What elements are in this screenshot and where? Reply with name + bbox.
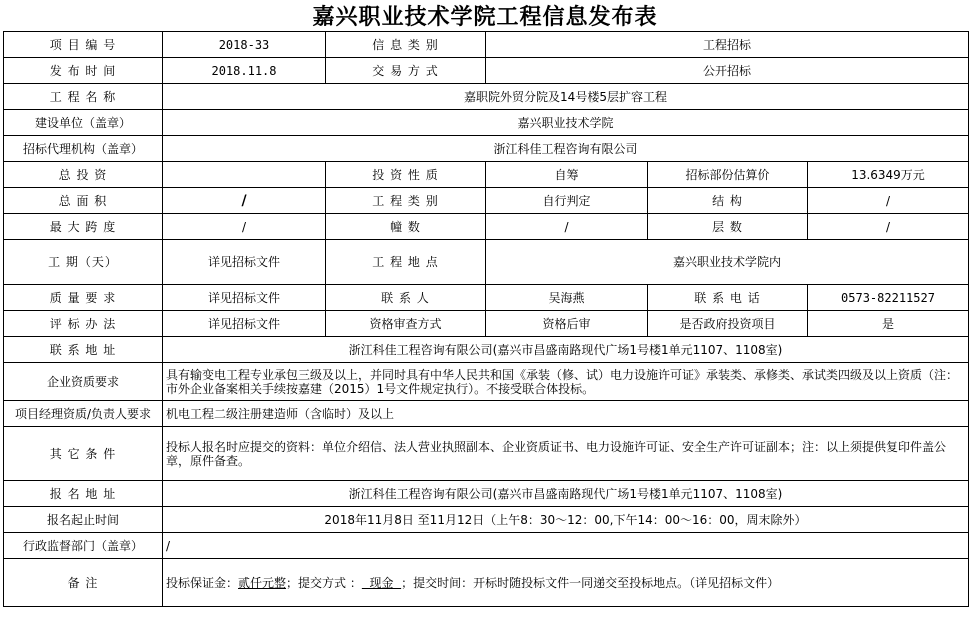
label-gov-investment: 是否政府投资项目 [648,311,808,337]
row-quality [4,285,969,311]
value-floor-count: / [808,214,969,240]
label-duration: 工 期（天） [4,240,163,285]
value-building-count: / [486,214,648,240]
label-total-area: 总 面 积 [4,188,163,214]
value-project-number: 2018-33 [163,32,326,58]
value-quality: 详见招标文件 [163,285,326,311]
value-structure: / [808,188,969,214]
row-construction-unit [4,110,969,136]
label-structure: 结 构 [648,188,808,214]
row-duration [4,240,969,285]
info-table [3,31,969,607]
value-total-area: / [163,188,326,214]
label-trade-method: 交 易 方 式 [326,58,486,84]
row-publish-time [4,58,969,84]
label-qualification: 企业资质要求 [4,363,163,401]
remark-deposit-amount: 贰仟元整 [238,575,287,590]
remark-time: ；提交时间：开标时随投标文件一同递交至投标地点。（详见招标文件） [401,575,780,590]
row-other-conditions [4,427,969,481]
label-building-count: 幢 数 [326,214,486,240]
value-manager: 机电工程二级注册建造师（含临时）及以上 [163,401,969,427]
value-estimated-price: 13.6349万元 [808,162,969,188]
value-location: 嘉兴职业技术学院内 [486,240,969,285]
value-info-category: 工程招标 [486,32,969,58]
label-other-conditions: 其 它 条 件 [4,427,163,481]
value-total-investment [163,162,326,188]
label-agency: 招标代理机构（盖章） [4,136,163,162]
value-remarks [163,559,969,607]
remark-method-label: ；提交方式 ： [286,575,362,590]
label-signup-address: 报 名 地 址 [4,481,163,507]
label-max-span: 最 大 跨 度 [4,214,163,240]
label-contact-phone: 联 系 电 话 [648,285,808,311]
label-quality: 质 量 要 求 [4,285,163,311]
value-qualification: 具有输变电工程专业承包三级及以上，并同时具有中华人民共和国《承装（修、试）电力设施许可证》承装类、承修类、承试类四级及以上资质（注：市外企业备案相关手续按嘉建（2015）1号文件规定执行）。不接受联合体投标。 [163,363,969,401]
row-evaluation [4,311,969,337]
label-project-category: 工 程 类 别 [326,188,486,214]
label-signup-period: 报名起止时间 [4,507,163,533]
row-remarks [4,559,969,607]
row-total-investment [4,162,969,188]
value-contact-person: 吴海燕 [486,285,648,311]
label-total-investment: 总 投 资 [4,162,163,188]
value-construction-unit: 嘉兴职业技术学院 [163,110,969,136]
label-manager: 项目经理资质/负责人要求 [4,401,163,427]
value-publish-time: 2018.11.8 [163,58,326,84]
value-duration: 详见招标文件 [163,240,326,285]
label-contact-person: 联 系 人 [326,285,486,311]
row-agency [4,136,969,162]
page-title: 嘉兴职业技术学院工程信息发布表 [312,4,658,30]
value-contact-phone: 0573-82211527 [808,285,969,311]
value-project-category: 自行判定 [486,188,648,214]
remark-deposit-label: 投标保证金： [166,575,239,590]
row-supervision [4,533,969,559]
value-contact-address: 浙江科佳工程咨询有限公司(嘉兴市昌盛南路现代广场1号楼1单元1107、1108室) [163,337,969,363]
label-investment-nature: 投 资 性 质 [326,162,486,188]
value-other-conditions: 投标人报名时应提交的资料：单位介绍信、法人营业执照副本、企业资质证书、电力设施许可证、安全生产许可证副本；注：以上须提供复印件盖公章，原件备查。 [163,427,969,481]
value-max-span: / [163,214,326,240]
row-signup-period [4,507,969,533]
row-contact-address [4,337,969,363]
label-publish-time: 发 布 时 间 [4,58,163,84]
value-investment-nature: 自筹 [486,162,648,188]
row-project-number [4,32,969,58]
label-qualification-review: 资格审查方式 [326,311,486,337]
label-supervision: 行政监督部门（盖章） [4,533,163,559]
remark-method-value: 现金 [361,575,402,590]
label-remarks: 备 注 [4,559,163,607]
label-project-number: 项 目 编 号 [4,32,163,58]
row-qualification [4,363,969,401]
label-project-name: 工 程 名 称 [4,84,163,110]
row-project-name [4,84,969,110]
value-signup-address: 浙江科佳工程咨询有限公司(嘉兴市昌盛南路现代广场1号楼1单元1107、1108室) [163,481,969,507]
row-manager [4,401,969,427]
label-construction-unit: 建设单位（盖章） [4,110,163,136]
row-max-span [4,214,969,240]
label-info-category: 信 息 类 别 [326,32,486,58]
value-qualification-review: 资格后审 [486,311,648,337]
value-gov-investment: 是 [808,311,969,337]
value-project-name: 嘉职院外贸分院及14号楼5层扩容工程 [163,84,969,110]
label-floor-count: 层 数 [648,214,808,240]
label-location: 工 程 地 点 [326,240,486,285]
value-trade-method: 公开招标 [486,58,969,84]
label-contact-address: 联 系 地 址 [4,337,163,363]
row-total-area [4,188,969,214]
value-agency: 浙江科佳工程咨询有限公司 [163,136,969,162]
label-evaluation: 评 标 办 法 [4,311,163,337]
row-signup-address [4,481,969,507]
value-signup-period: 2018年11月8日 至11月12日（上午8：30～12：00,下午14：00～16：00，周末除外） [163,507,969,533]
value-evaluation: 详见招标文件 [163,311,326,337]
value-supervision: / [163,533,969,559]
label-estimated-price: 招标部份估算价 [648,162,808,188]
